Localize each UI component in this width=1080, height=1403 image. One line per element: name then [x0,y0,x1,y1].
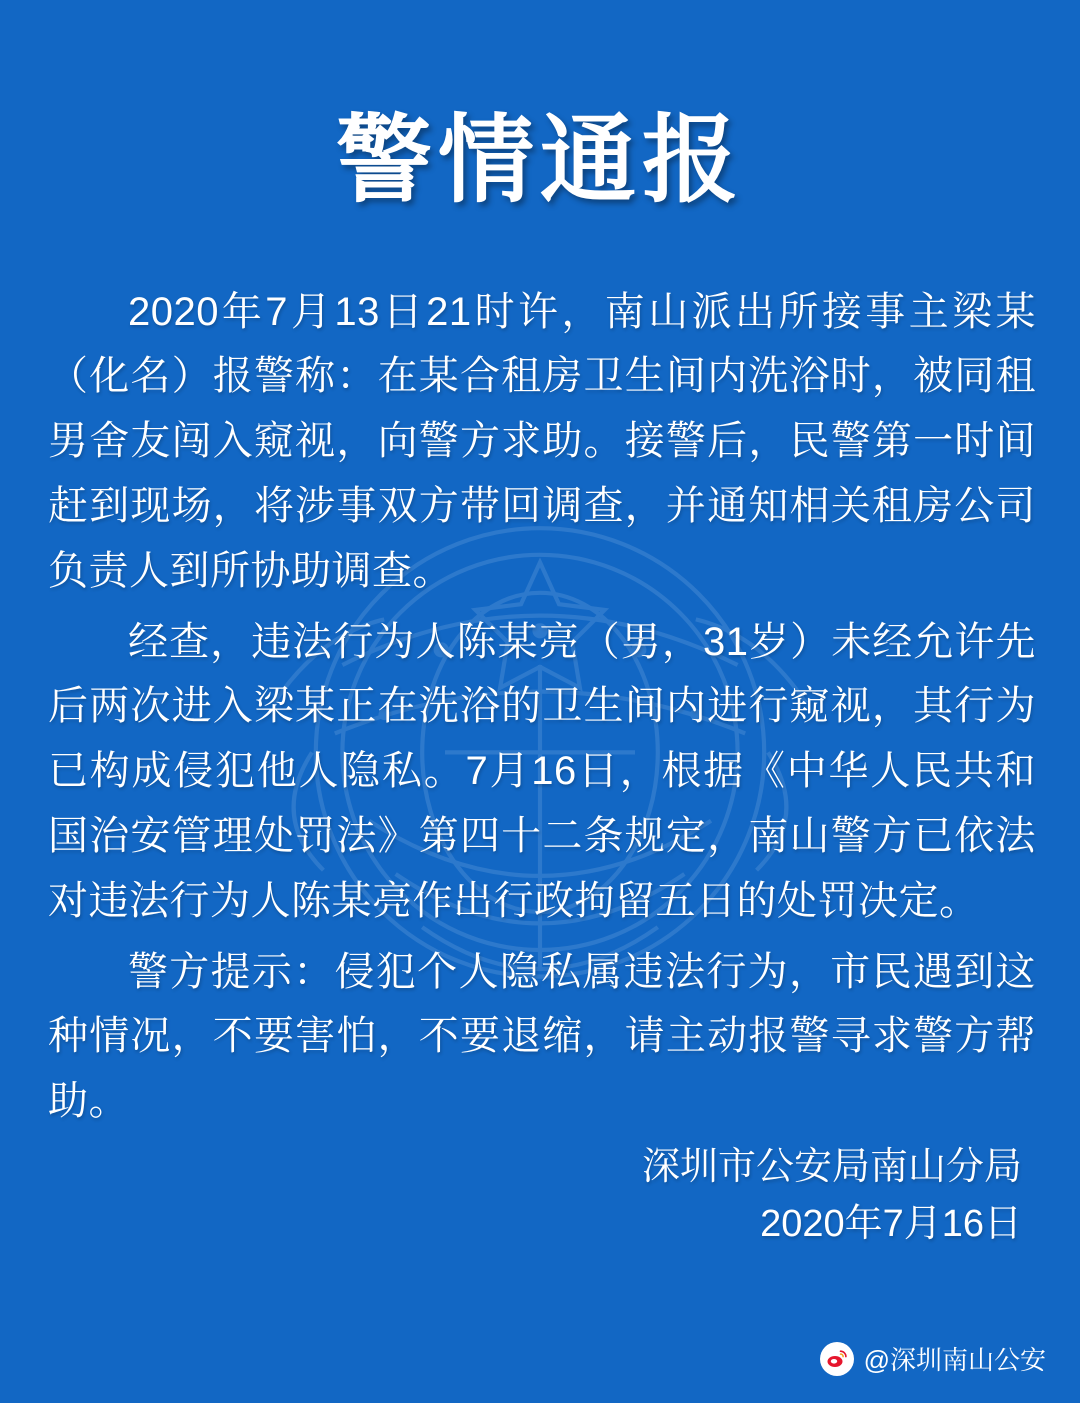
notice-body [48,280,1036,1134]
notice-paragraph-3: 警方提示：侵犯个人隐私属违法行为，市民遇到这种情况，不要害怕，不要退缩，请主动报警寻求警方帮助。 [48,949,1036,1124]
page-title: 警情通报 [336,107,744,214]
issuing-authority: 深圳市公安局南山分局 [641,1146,1022,1188]
notice-paragraph-2: 经查，违法行为人陈某亮（男，31岁）未经允许先后两次进入梁某正在洗浴的卫生间内进行窥视，其行为已构成侵犯他人隐私。7月16日，根据《中华人民共和国治安管理处罚法》第四十二条规定，南山警方已依法对违法行为人陈某亮作出行政拘留五日的处罚决定。 [48,619,1036,923]
signature-block [642,1139,1022,1253]
issue-date: 2020年7月16日 [760,1203,1022,1245]
weibo-icon [820,1342,854,1376]
weibo-credit[interactable] [820,1340,1046,1377]
weibo-account-name: @深圳南山公安 [863,1345,1046,1375]
notice-paragraph-1: 2020年7月13日21时许，南山派出所接事主梁某（化名）报警称：在某合租房卫生间内洗浴时，被同租男舍友闯入窥视，向警方求助。接警后，民警第一时间赶到现场，将涉事双方带回调查，并通知相关租房公司负责人到所协助调查。 [48,289,1036,593]
